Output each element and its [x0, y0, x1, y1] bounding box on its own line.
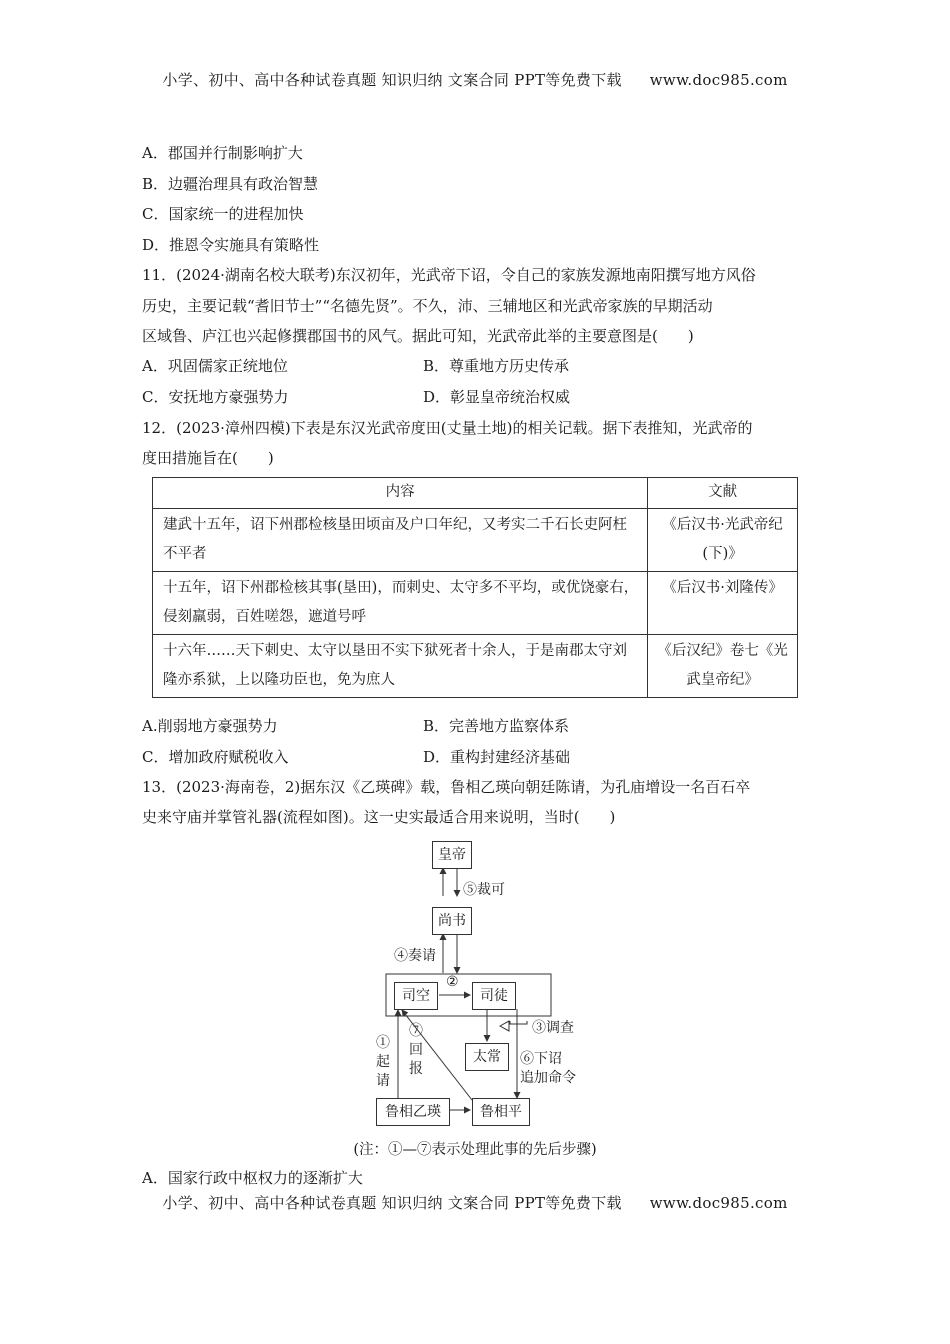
q12-option-a: A.削弱地方豪强势力: [142, 717, 278, 735]
q10-option-d: D．推恩令实施具有策略性: [142, 236, 320, 254]
table-row: [153, 572, 798, 635]
label-step3: ③调查: [532, 1020, 574, 1036]
q12-option-d: D．重构封建经济基础: [423, 748, 571, 766]
arrow-step3: [500, 1021, 509, 1031]
q11-stem-line: 11．(2024·湖南名校大联考)东汉初年，光武帝下诏，令自己的家族发源地南阳撰写地方风俗: [142, 266, 756, 284]
page-header: [0, 69, 950, 90]
q11-option-c: C．安抚地方豪强势力: [142, 388, 289, 406]
q12-option-b: B．完善地方监察体系: [423, 717, 570, 735]
label-step6: ⑥下诏: [520, 1051, 562, 1067]
q13-stem-line: 13．(2023·海南卷，2)据东汉《乙瑛碑》载，鲁相乙瑛向朝廷陈请，为孔庙增设一名百石卒: [142, 778, 751, 796]
label-step4: ④奏请: [394, 948, 436, 964]
node-emperor: 皇帝: [432, 841, 472, 869]
table-cell-source: 《后汉书·光武帝纪(下)》: [648, 509, 798, 572]
table-cell-content: 十五年，诏下州郡检核其事(垦田)，而刺史、太守多不平均，或优饶豪右，侵刻羸弱，百姓嗟怨，遮道号呼: [153, 572, 648, 635]
q10-option-c: C．国家统一的进程加快: [142, 205, 304, 223]
table-row: [153, 509, 798, 572]
table-cell-source: 《后汉纪》卷七《光武皇帝纪》: [648, 635, 798, 698]
node-lu-ping: 鲁相平: [472, 1098, 530, 1126]
table-cell-content: 建武十五年，诏下州郡检核垦田顷亩及户口年纪，又考实二千石长吏阿枉不平者: [153, 509, 648, 572]
q12-table: [152, 477, 798, 698]
q11-stem-line: 历史，主要记载“耆旧节士”“名德先贤”。不久，沛、三辅地区和光武帝家族的早期活动: [142, 297, 713, 315]
table-header-row: [153, 478, 798, 509]
diagram-note: (注：①—⑦表示处理此事的先后步骤): [353, 1142, 597, 1158]
label-step5: ⑤裁可: [463, 882, 505, 898]
header-text: 小学、初中、高中各种试卷真题 知识归纳 文案合同 PPT等免费下载: [162, 71, 622, 89]
q10-option-b: B．边疆治理具有政治智慧: [142, 175, 319, 193]
page-footer: [0, 1192, 950, 1213]
node-lu-yi-ying: 鲁相乙瑛: [376, 1098, 450, 1126]
label-step2: ②: [446, 974, 459, 990]
table-row: [153, 635, 798, 698]
node-sikong: 司空: [394, 982, 438, 1010]
footer-text: 小学、初中、高中各种试卷真题 知识归纳 文案合同 PPT等免费下载: [162, 1194, 622, 1212]
node-shangshu: 尚书: [432, 907, 472, 935]
table-header-content: 内容: [153, 478, 648, 509]
table-cell-source: 《后汉书·刘隆传》: [648, 572, 798, 635]
label-step7: ⑦回报: [409, 1023, 423, 1077]
label-step1: ①起请: [376, 1035, 390, 1089]
q13-stem-line: 史来守庙并掌管礼器(流程如图)。这一史实最适合用来说明，当时( ): [142, 808, 616, 826]
footer-site: www.doc985.com: [649, 1194, 788, 1212]
q12-option-c: C．增加政府赋税收入: [142, 748, 289, 766]
node-taichang: 太常: [465, 1043, 509, 1071]
q12-stem-line: 12．(2023·漳州四模)下表是东汉光武帝度田(丈量土地)的相关记载。据下表推知，光武帝的: [142, 419, 753, 437]
q12-stem-line: 度田措施旨在( ): [142, 449, 274, 467]
node-situ: 司徒: [472, 982, 516, 1010]
table-cell-content: 十六年……天下刺史、太守以垦田不实下狱死者十余人，于是南郡太守刘隆亦系狱，上以隆功臣也，免为庶人: [153, 635, 648, 698]
label-step6-extra: 追加命令: [520, 1070, 576, 1086]
table-header-source: 文献: [648, 478, 798, 509]
q13-option-a: A．国家行政中枢权力的逐渐扩大: [142, 1169, 363, 1187]
q11-option-b: B．尊重地方历史传承: [423, 357, 570, 375]
q11-option-d: D．彰显皇帝统治权威: [423, 388, 571, 406]
q10-option-a: A．郡国并行制影响扩大: [142, 144, 303, 162]
header-site: www.doc985.com: [649, 71, 788, 89]
arrow-step3-tail: [510, 1021, 527, 1024]
q11-stem-line: 区域鲁、庐江也兴起修撰郡国书的风气。据此可知，光武帝此举的主要意图是( ): [142, 327, 694, 345]
q11-option-a: A．巩固儒家正统地位: [142, 357, 288, 375]
